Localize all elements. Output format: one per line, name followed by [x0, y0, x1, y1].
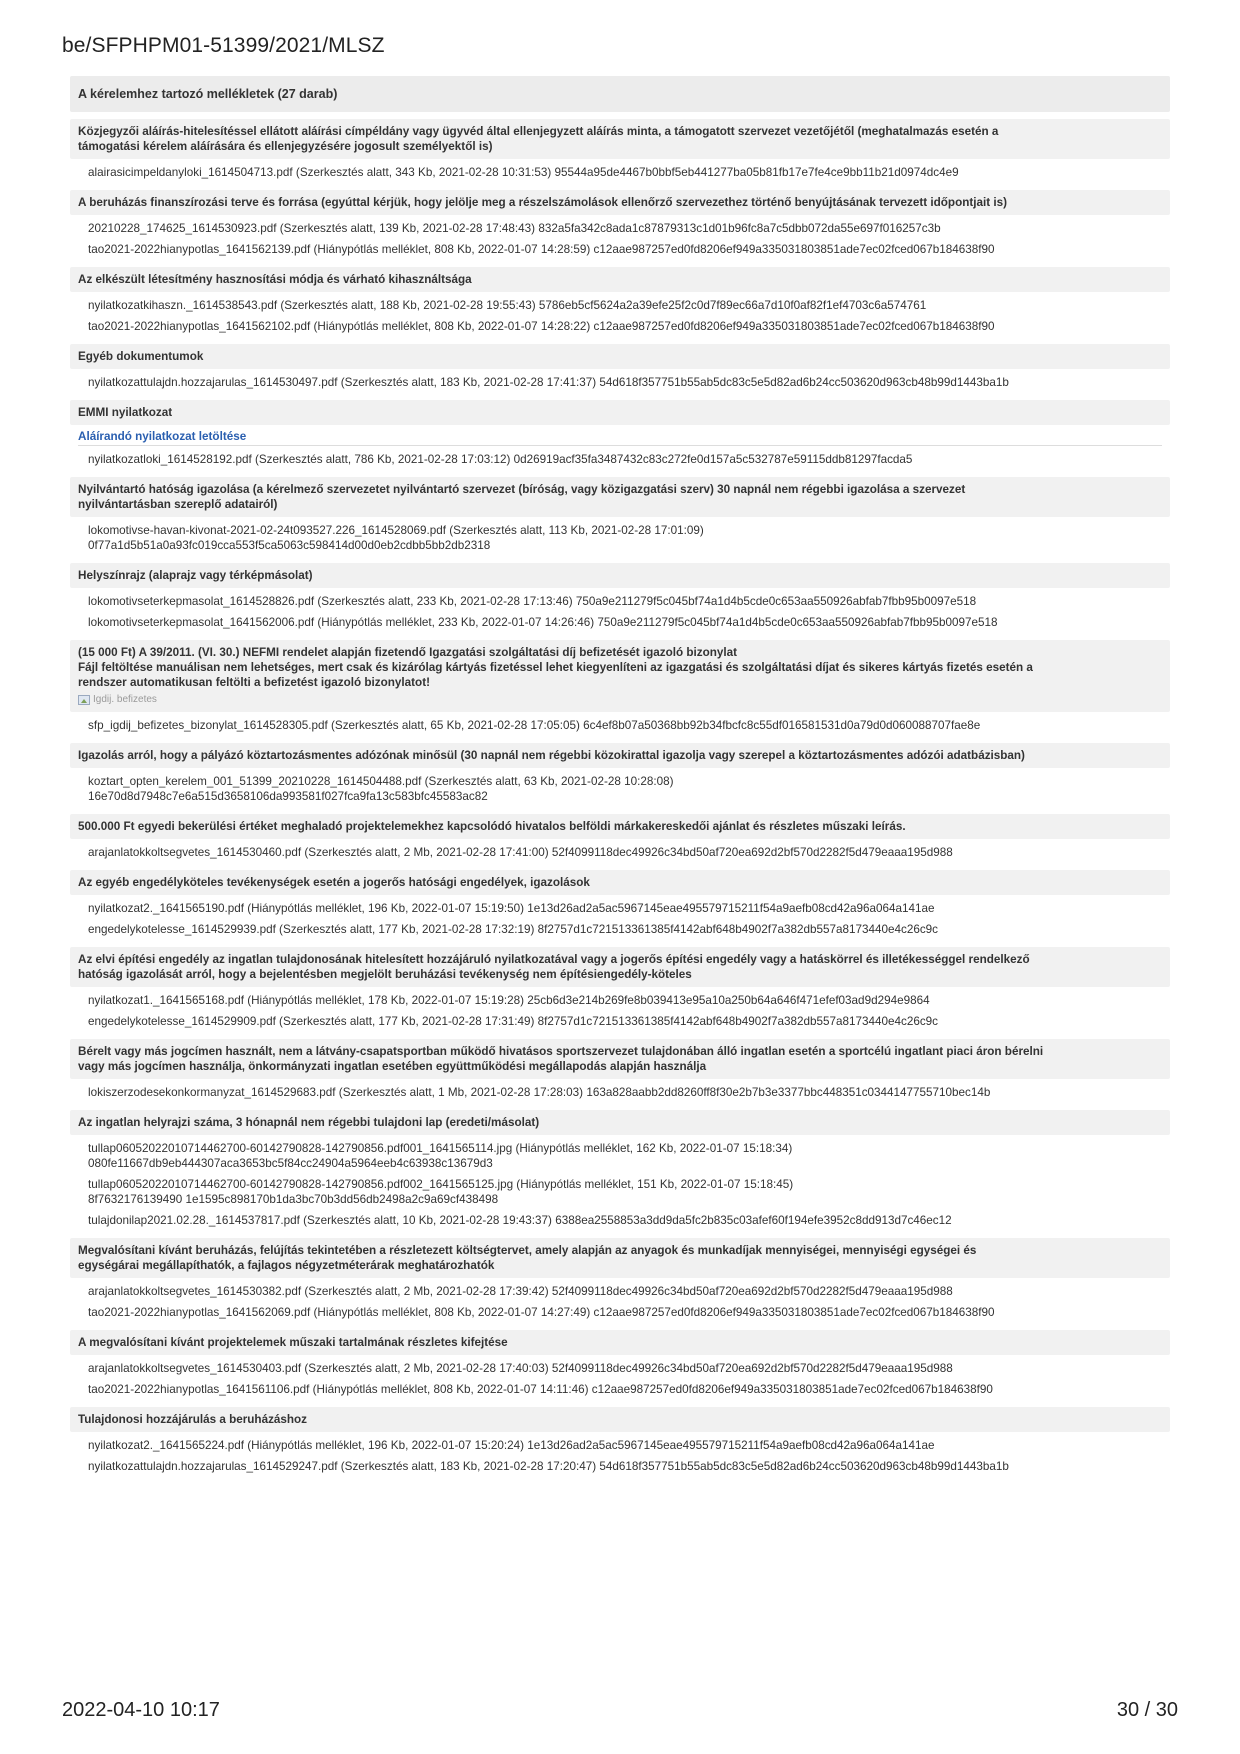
section-header [70, 640, 1170, 712]
section-header-line: rendszer automatikusan feltölti a befizetést igazoló bizonylatot! [78, 676, 430, 689]
file-entry-line: tullap06052022010714462700-60142790828-142790856.pdf002_1641565125.jpg (Hiánypótlás melléklet, 151 Kb, 2022-01-07 15:18:45) [88, 1178, 794, 1191]
section-header [70, 743, 1170, 768]
section-header-line: Bérelt vagy más jogcímen használt, nem a látvány-csapatsportban működő hivatásos sportszervezet tulajdonában álló ingatlan esetén a sportcélú ingatlant piaci áron bérelni [78, 1045, 1044, 1058]
file-list [70, 839, 1170, 863]
file-entry-line: tao2021-2022hianypotlas_1641561106.pdf (Hiánypótlás melléklet, 808 Kb, 2022-01-07 14:11:46) c12aae987257ed0fd8206ef949a335031803851ade7ec02fced067b184638f90 [88, 1383, 993, 1396]
section-header-line: Egyéb dokumentumok [78, 350, 204, 363]
file-entry-line: nyilatkozat1._1641565168.pdf (Hiánypótlás melléklet, 178 Kb, 2022-01-07 15:19:28) 25cb6d3e214b269fe8b039413e95a10a250b64a646f471efef03ad9d294e9864 [88, 994, 930, 1007]
footer-datetime: 2022-04-10 10:17 [62, 1699, 220, 1721]
section-header-line: támogatási kérelem aláírására és ellenjegyzésére jogosult személyektől is) [78, 140, 493, 153]
file-entry-line: nyilatkozattulajdn.hozzajarulas_1614529247.pdf (Szerkesztés alatt, 183 Kb, 2021-02-28 17:20:47) 54d618f357751b55ab5dc83c5e5d82ad6b24cc503620d963cb48b99d1443ba1b [88, 1460, 1009, 1473]
file-entry [70, 1302, 1170, 1323]
file-list [70, 215, 1170, 260]
file-entry-line: alairasicimpeldanyloki_1614504713.pdf (Szerkesztés alatt, 343 Kb, 2021-02-28 10:31:53) 95544a95de4467b0bbf5eb441277ba05b81fb17e7fe4ce9bb11b21d0974dc4e9 [88, 166, 959, 179]
file-list [70, 292, 1170, 337]
file-entry-line: nyilatkozatkihaszn._1614538543.pdf (Szerkesztés alatt, 188 Kb, 2021-02-28 19:55:43) 5786eb5cf5624a2a39efe25f2c0d7f89ec66a7d10f0af82f1ef4703c6a574761 [88, 299, 927, 312]
file-list [70, 159, 1170, 183]
section-header [70, 1110, 1170, 1135]
section-header-line: A megvalósítani kívánt projektelemek műszaki tartalmának részletes kifejtése [78, 1336, 508, 1349]
image-placeholder-icon [78, 695, 90, 705]
file-entry [70, 218, 1170, 239]
file-entry [70, 520, 1170, 556]
section-header-line: egységárai megállapíthatók, a fajlagos négyzetméterárak meghatározhatók [78, 1259, 495, 1272]
attachment-sections [70, 119, 1170, 1477]
section-header-line: Igazolás arról, hogy a pályázó köztartozásmentes adózónak minősül (30 napnál nem régebbi közokirattal igazolja vagy szerepel a köztartozásmentes adózói adatbázisban) [78, 749, 1025, 762]
image-alt-text: Igdij. befizetes [93, 694, 157, 705]
file-entry-line: tao2021-2022hianypotlas_1641562102.pdf (Hiánypótlás melléklet, 808 Kb, 2022-01-07 14:28:22) c12aae987257ed0fd8206ef949a335031803851ade7ec02fced067b184638f90 [88, 320, 995, 333]
file-entry [70, 898, 1170, 919]
file-entry-line: nyilatkozat2._1641565224.pdf (Hiánypótlás melléklet, 196 Kb, 2022-01-07 15:20:24) 1e13d26ad2a5ac5967145eae495579715211f54a9aefb08cd42a96a064a141ae [88, 1439, 935, 1452]
file-entry [70, 1210, 1170, 1231]
section-header-line: Megvalósítani kívánt beruházás, felújítás tekintetében a részletezett költségtervet, amely alapján az anyagok és munkadíjak mennyiségei, mennyiségi egységei és [78, 1244, 977, 1257]
section-header [70, 870, 1170, 895]
file-entry-line: arajanlatokkoltsegvetes_1614530460.pdf (Szerkesztés alatt, 2 Mb, 2021-02-28 17:41:00) 52f4099118dec49926c34bd50af720ea692d2bf570d2282f5d479eaaa195d988 [88, 846, 953, 859]
section-header [70, 344, 1170, 369]
file-entry [70, 449, 1170, 470]
section-header-line: Az elkészült létesítmény hasznosítási módja és várható kihasználtsága [78, 273, 472, 286]
section-header-line: Nyilvántartó hatóság igazolása (a kérelmező szervezetet nyilvántartó szervezet (bíróság, vagy közigazgatási szerv) 30 napnál nem régebbi igazolása a szervezet [78, 483, 966, 496]
file-list [70, 517, 1170, 556]
file-list [70, 588, 1170, 633]
file-entry-line: lokomotivseterkepmasolat_1614528826.pdf (Szerkesztés alatt, 233 Kb, 2021-02-28 17:13:46) 750a9e211279f5c045bf74a1d4b5cde0c653aa550926abfab7fbb95b0097e518 [88, 595, 977, 608]
section-header [70, 477, 1170, 517]
file-entry [70, 1358, 1170, 1379]
file-entry-line: lokiszerzodesekonkormanyzat_1614529683.pdf (Szerkesztés alatt, 1 Mb, 2021-02-28 17:28:03) 163a828aabb2dd8260ff8f30e2b7b3e3377bbc448351c0344147755710bec14b [88, 1086, 991, 1099]
file-list [70, 1432, 1170, 1477]
file-entry-line: tulajdonilap2021.02.28._1614537817.pdf (Szerkesztés alatt, 10 Kb, 2021-02-28 19:43:37) 6388ea2558853a3dd9da5fc2b835c03afef60f194efe3952c8dd913d7c46ec12 [88, 1214, 952, 1227]
file-entry [70, 1011, 1170, 1032]
footer-page-number: 30 / 30 [1116, 1699, 1178, 1721]
file-entry [70, 239, 1170, 260]
file-entry-line: koztart_opten_kerelem_001_51399_20210228_1614504488.pdf (Szerkesztés alatt, 63 Kb, 2021-02-28 10:28:08) [88, 775, 674, 788]
file-list [70, 1079, 1170, 1103]
file-entry-line: 8f7632176139490 1e1595c898170b1da3bc70b3dd56db2498a2c9a69cf438498 [88, 1193, 499, 1206]
section-header-line: nyilvántartásban szereplő adatairól) [78, 498, 278, 511]
file-entry-line: lokomotivse-havan-kivonat-2021-02-24t093527.226_1614528069.pdf (Szerkesztés alatt, 113 Kb, 2021-02-28 17:01:09) [88, 524, 704, 537]
file-list [70, 1135, 1170, 1231]
section-header-line: hatóság igazolását arról, hogy a bejelentésben megjelölt beruházási tevékenység nem építésiengedély-köteles [78, 968, 692, 981]
file-entry [70, 842, 1170, 863]
file-entry [70, 1281, 1170, 1302]
section-header-line: 500.000 Ft egyedi bekerülési értéket meghaladó projektelemekhez kapcsolódó hivatalos belföldi márkakereskedői ajánlat és részletes műszaki leírás. [78, 820, 906, 833]
file-entry [70, 316, 1170, 337]
file-entry-line: 0f77a1d5b51a0a93fc019cca553f5ca5063c598414d00d0eb2cdbb5bb2db2318 [88, 539, 491, 552]
section-header-line: Az ingatlan helyrajzi száma, 3 hónapnál nem régebbi tulajdoni lap (eredeti/másolat) [78, 1116, 540, 1129]
section-header-line: EMMI nyilatkozat [78, 406, 173, 419]
section-header-line: Közjegyzői aláírás-hitelesítéssel ellátott aláírási címpéldány vagy ügyvéd által ellenjegyzett aláírás minta, a támogatott szervezet vezetőjétől (meghatalmazás esetén a [78, 125, 999, 138]
section-header [70, 190, 1170, 215]
section-header-line: (15 000 Ft) A 39/2011. (VI. 30.) NEFMI rendelet alapján fizetendő Igazgatási szolgáltatási díj befizetését igazoló bizonylat [78, 646, 738, 659]
file-entry-line: arajanlatokkoltsegvetes_1614530382.pdf (Szerkesztés alatt, 2 Mb, 2021-02-28 17:39:42) 52f4099118dec49926c34bd50af720ea692d2bf570d2282f5d479eaaa195d988 [88, 1285, 953, 1298]
section-header [70, 119, 1170, 159]
file-entry-line: tullap06052022010714462700-60142790828-142790856.pdf001_1641565114.jpg (Hiánypótlás melléklet, 162 Kb, 2022-01-07 15:18:34) [88, 1142, 793, 1155]
file-entry [70, 771, 1170, 807]
section-header [70, 1407, 1170, 1432]
section-header-line: Helyszínrajz (alaprajz vagy térképmásolat) [78, 569, 313, 582]
document-id: be/SFPHPM01-51399/2021/MLSZ [62, 34, 385, 57]
file-entry-line: nyilatkozatloki_1614528192.pdf (Szerkesztés alatt, 786 Kb, 2021-02-28 17:03:12) 0d26919acf35fa3487432c83c272fe0d157a5c532787e59115ddb81297facda5 [88, 453, 913, 466]
section-header [70, 947, 1170, 987]
file-entry-line: tao2021-2022hianypotlas_1641562069.pdf (Hiánypótlás melléklet, 808 Kb, 2022-01-07 14:27:49) c12aae987257ed0fd8206ef949a335031803851ade7ec02fced067b184638f90 [88, 1306, 995, 1319]
section-header [70, 267, 1170, 292]
file-entry-line: 16e70d8d7948c7e6a515d3658106da993581f027fca9fa13c583bfc45583ac82 [88, 790, 488, 803]
file-entry-line: tao2021-2022hianypotlas_1641562139.pdf (Hiánypótlás melléklet, 808 Kb, 2022-01-07 14:28:59) c12aae987257ed0fd8206ef949a335031803851ade7ec02fced067b184638f90 [88, 243, 995, 256]
section-header-line: Az egyéb engedélyköteles tevékenységek esetén a jogerős hatósági engedélyek, igazolások [78, 876, 590, 889]
file-entry-line: lokomotivseterkepmasolat_1641562006.pdf (Hiánypótlás melléklet, 233 Kb, 2022-01-07 14:26:46) 750a9e211279f5c045bf74a1d4b5cde0c653aa550926abfab7fbb95b0097e518 [88, 616, 998, 629]
section-header-line: Tulajdonosi hozzájárulás a beruházáshoz [78, 1413, 308, 1426]
file-entry [70, 1138, 1170, 1174]
file-entry-line: engedelykotelesse_1614529909.pdf (Szerkesztés alatt, 177 Kb, 2021-02-28 17:31:49) 8f2757d1c721513361385f4142abf648b4902f7a382db557a8173440e4c26c9c [88, 1015, 939, 1028]
file-list [70, 712, 1170, 736]
section-header-line: A beruházás finanszírozási terve és forrása (egyúttal kérjük, hogy jelölje meg a részelszámolások ellenőrző szervezethez történő benyújtásának tervezett időpontjait is) [78, 196, 1008, 209]
section-header [70, 1039, 1170, 1079]
file-entry [70, 715, 1170, 736]
file-entry [70, 1456, 1170, 1477]
section-header [70, 814, 1170, 839]
file-entry-line: nyilatkozattulajdn.hozzajarulas_1614530497.pdf (Szerkesztés alatt, 183 Kb, 2021-02-28 17:41:37) 54d618f357751b55ab5dc83c5e5d82ad6b24cc503620d963cb48b99d1443ba1b [88, 376, 1009, 389]
file-entry [70, 990, 1170, 1011]
file-entry [70, 372, 1170, 393]
download-declaration-link[interactable]: Aláírandó nyilatkozat letöltése [78, 430, 247, 443]
file-entry-line: sfp_igdij_befizetes_bizonylat_1614528305.pdf (Szerkesztés alatt, 65 Kb, 2021-02-28 17:05:05) 6c4ef8b07a50368bb92b34fbcfc8c55df016581531d0a79d0d060088707fae8e [88, 719, 981, 732]
file-entry [70, 1174, 1170, 1210]
broken-image [78, 692, 1162, 707]
file-entry-line: engedelykotelesse_1614529939.pdf (Szerkesztés alatt, 177 Kb, 2021-02-28 17:32:19) 8f2757d1c721513361385f4142abf648b4902f7a382db557a8173440e4c26c9c [88, 923, 939, 936]
file-entry-line: nyilatkozat2._1641565190.pdf (Hiánypótlás melléklet, 196 Kb, 2022-01-07 15:19:50) 1e13d26ad2a5ac5967145eae495579715211f54a9aefb08cd42a96a064a141ae [88, 902, 935, 915]
file-entry [70, 295, 1170, 316]
file-entry [70, 162, 1170, 183]
section-header [70, 1330, 1170, 1355]
file-list [70, 987, 1170, 1032]
file-list [70, 895, 1170, 940]
file-entry [70, 591, 1170, 612]
section-header [70, 1238, 1170, 1278]
file-list [70, 1355, 1170, 1400]
file-entry-line: 080fe11667db9eb444307aca3653bc5f84cc24904a5964eeb4c63938c13679d3 [88, 1157, 493, 1170]
file-entry-line: 20210228_174625_1614530923.pdf (Szerkesztés alatt, 139 Kb, 2021-02-28 17:48:43) 832a5fa342c8ada1c87879313c1d01b96fc8a7c5dbb072da55e697f016257c3b [88, 222, 941, 235]
file-list [70, 768, 1170, 807]
attachments-panel [70, 76, 1170, 1477]
section-header [70, 400, 1170, 425]
file-entry-line: arajanlatokkoltsegvetes_1614530403.pdf (Szerkesztés alatt, 2 Mb, 2021-02-28 17:40:03) 52f4099118dec49926c34bd50af720ea692d2bf570d2282f5d479eaaa195d988 [88, 1362, 953, 1375]
section-header-line: vagy más jogcímen használja, önkormányzati ingatlan esetében együttműködési megállapodás alapján használja [78, 1060, 707, 1073]
file-entry [70, 1082, 1170, 1103]
file-entry [70, 919, 1170, 940]
file-list [70, 446, 1170, 470]
file-entry [70, 1435, 1170, 1456]
file-entry [70, 1379, 1170, 1400]
attachments-header: A kérelemhez tartozó mellékletek (27 darab) [70, 76, 1170, 112]
section-header-line: Az elvi építési engedély az ingatlan tulajdonosának hitelesített hozzájáruló nyilatkozatával vagy a jogerős építési engedély vagy a hatáskörrel és illetékességgel rendelkező [78, 953, 1030, 966]
file-list [70, 1278, 1170, 1323]
file-entry [70, 612, 1170, 633]
section-header-line: Fájl feltöltése manuálisan nem lehetséges, mert csak és kizárólag kártyás fizetéssel lehet kiegyenlíteni az igazgatási és szolgáltatási díjat és sikeres kártyás fizetés esetén a [78, 661, 1033, 674]
file-list [70, 369, 1170, 393]
section-header [70, 563, 1170, 588]
